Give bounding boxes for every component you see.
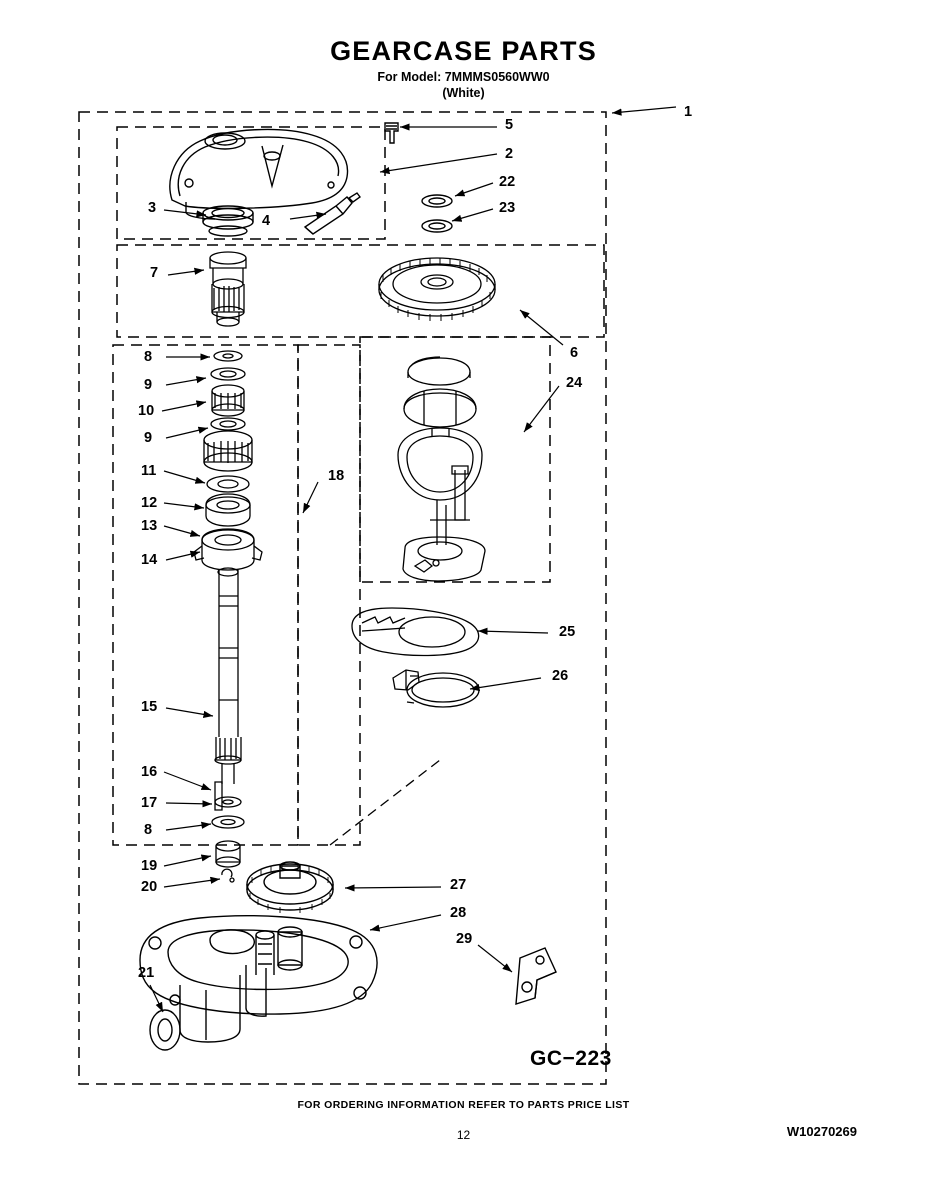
callout-9b: 9: [144, 430, 153, 446]
page-title: GEARCASE PARTS: [330, 36, 597, 66]
callout-29: 29: [456, 931, 473, 947]
document-code: W10270269: [786, 1124, 857, 1139]
callout-11: 11: [141, 463, 157, 479]
callout-2: 2: [505, 146, 514, 162]
callout-7: 7: [150, 265, 159, 281]
callout-12: 12: [141, 495, 158, 511]
callout-21: 21: [138, 965, 155, 981]
callout-10: 10: [138, 403, 155, 419]
callout-25: 25: [559, 624, 576, 640]
callout-5: 5: [505, 117, 514, 133]
callout-6: 6: [570, 345, 579, 361]
callout-26: 26: [552, 668, 569, 684]
callout-15: 15: [141, 699, 158, 715]
callout-3: 3: [148, 200, 157, 216]
callout-1: 1: [684, 104, 693, 120]
diagram-code: GC−223: [530, 1047, 612, 1070]
callout-8b: 8: [144, 822, 153, 838]
callout-9: 9: [144, 377, 153, 393]
callout-27: 27: [450, 877, 467, 893]
callout-24: 24: [566, 375, 583, 391]
callout-18: 18: [328, 468, 345, 484]
ordering-note: FOR ORDERING INFORMATION REFER TO PARTS PRICE LIST: [297, 1099, 630, 1111]
callout-23: 23: [499, 200, 516, 216]
callout-8: 8: [144, 349, 153, 365]
page-number: 12: [456, 1128, 471, 1142]
callout-20: 20: [141, 879, 158, 895]
callout-4: 4: [262, 213, 271, 229]
callout-16: 16: [141, 764, 158, 780]
callout-28: 28: [450, 905, 467, 921]
callout-19: 19: [141, 858, 158, 874]
callout-17: 17: [141, 795, 158, 811]
callout-13: 13: [141, 518, 158, 534]
color-line: (White): [442, 86, 485, 100]
model-line: For Model: 7MMMS0560WW0: [377, 70, 550, 84]
callout-22: 22: [499, 174, 516, 190]
callout-14: 14: [141, 552, 158, 568]
